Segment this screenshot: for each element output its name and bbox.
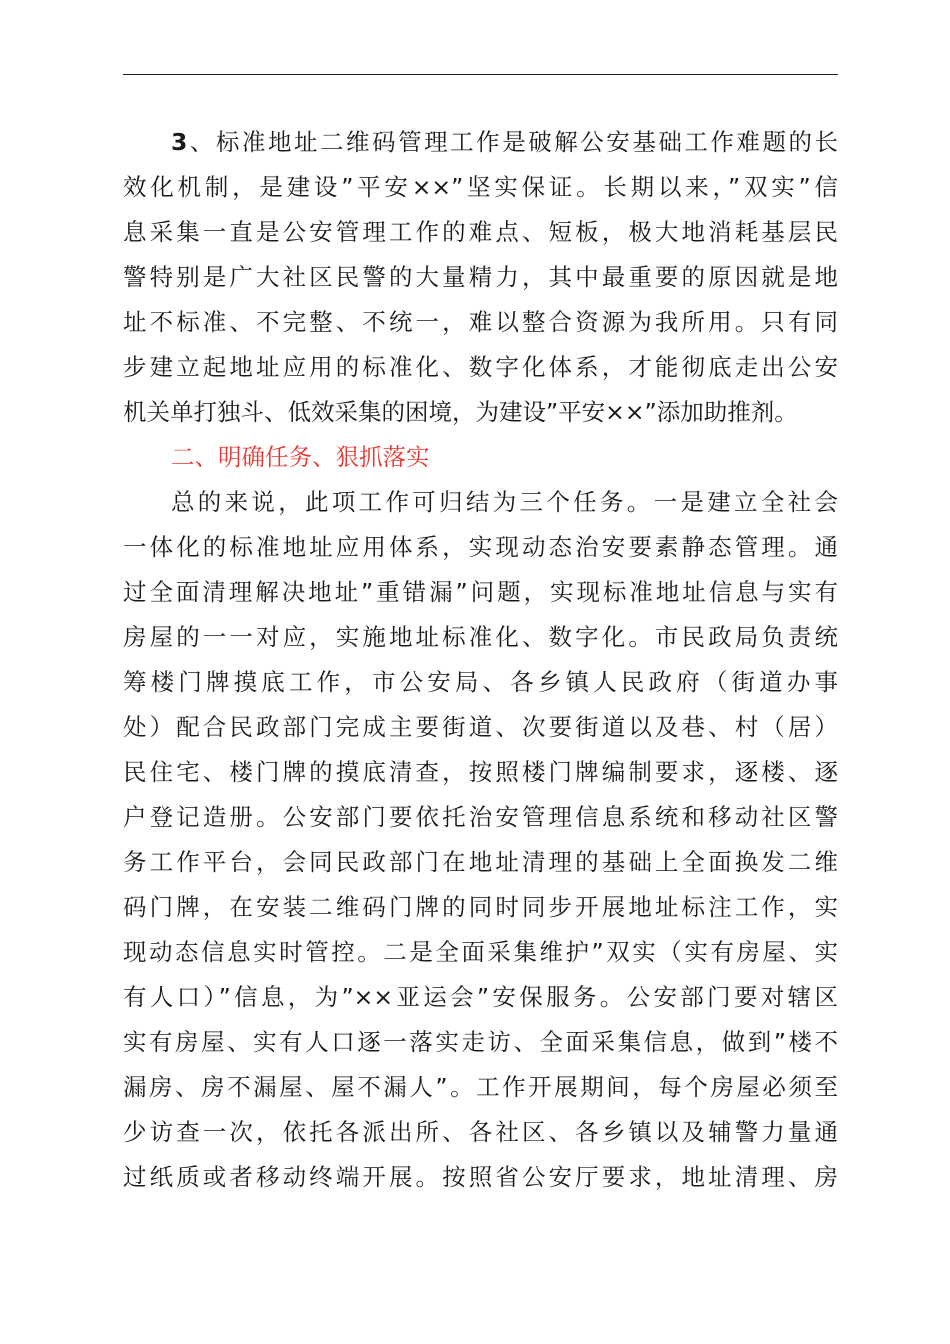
document-body xyxy=(123,120,838,1200)
text-line: 过纸质或者移动终端开展。按照省公安厅要求，地址清理、房 xyxy=(123,1163,838,1191)
text-line: 筹楼门牌摸底工作，市公安局、各乡镇人民政府（街道办事 xyxy=(123,668,838,696)
text-line: 3、标准地址二维码管理工作是破解公安基础工作难题的长 xyxy=(171,128,838,156)
text-line: 机关单打独斗、低效采集的困境，为建设”平安××”添加助推剂。 xyxy=(123,398,798,426)
paragraph-1 xyxy=(123,120,838,435)
header-rule xyxy=(123,74,838,75)
text-line: 码门牌，在安装二维码门牌的同时同步开展地址标注工作，实 xyxy=(123,893,838,921)
text-line: 现动态信息实时管控。二是全面采集维护”双实（实有房屋、实 xyxy=(123,938,838,966)
text-line: 房屋的一一对应，实施地址标准化、数字化。市民政局负责统 xyxy=(123,623,838,651)
text-line: 民住宅、楼门牌的摸底清查，按照楼门牌编制要求，逐楼、逐 xyxy=(123,758,838,786)
paragraph-2 xyxy=(123,480,838,1200)
text-line: 总的来说，此项工作可归结为三个任务。一是建立全社会 xyxy=(171,488,838,516)
text-line: 警特别是广大社区民警的大量精力，其中最重要的原因就是地 xyxy=(123,263,838,291)
text-line: 处）配合民政部门完成主要街道、次要街道以及巷、村（居） xyxy=(123,713,838,741)
text-line: 实有房屋、实有人口逐一落实走访、全面采集信息，做到”楼不 xyxy=(123,1028,838,1056)
text-line: 址不标准、不完整、不统一，难以整合资源为我所用。只有同 xyxy=(123,308,838,336)
text-line: 一体化的标准地址应用体系，实现动态治安要素静态管理。通 xyxy=(123,533,838,561)
text-line: 步建立起地址应用的标准化、数字化体系，才能彻底走出公安 xyxy=(123,353,838,381)
text-line: 息采集一直是公安管理工作的难点、短板，极大地消耗基层民 xyxy=(123,218,838,246)
text-line: 效化机制，是建设”平安××”坚实保证。长期以来，”双实”信 xyxy=(123,173,838,201)
item-number: 3 xyxy=(171,128,188,156)
text-line: 漏房、房不漏屋、屋不漏人”。工作开展期间，每个房屋必须至 xyxy=(123,1073,838,1101)
text-line: 少访查一次，依托各派出所、各社区、各乡镇以及辅警力量通 xyxy=(123,1118,838,1146)
text-line: 务工作平台，会同民政部门在地址清理的基础上全面换发二维 xyxy=(123,848,838,876)
text-line: 有人口）”信息，为”××亚运会”安保服务。公安部门要对辖区 xyxy=(123,983,838,1011)
section-heading: 二、明确任务、狠抓落实 xyxy=(171,443,430,471)
text-line: 户登记造册。公安部门要依托治安管理信息系统和移动社区警 xyxy=(123,803,838,831)
text-line: 过全面清理解决地址”重错漏”问题，实现标准地址信息与实有 xyxy=(123,578,838,606)
